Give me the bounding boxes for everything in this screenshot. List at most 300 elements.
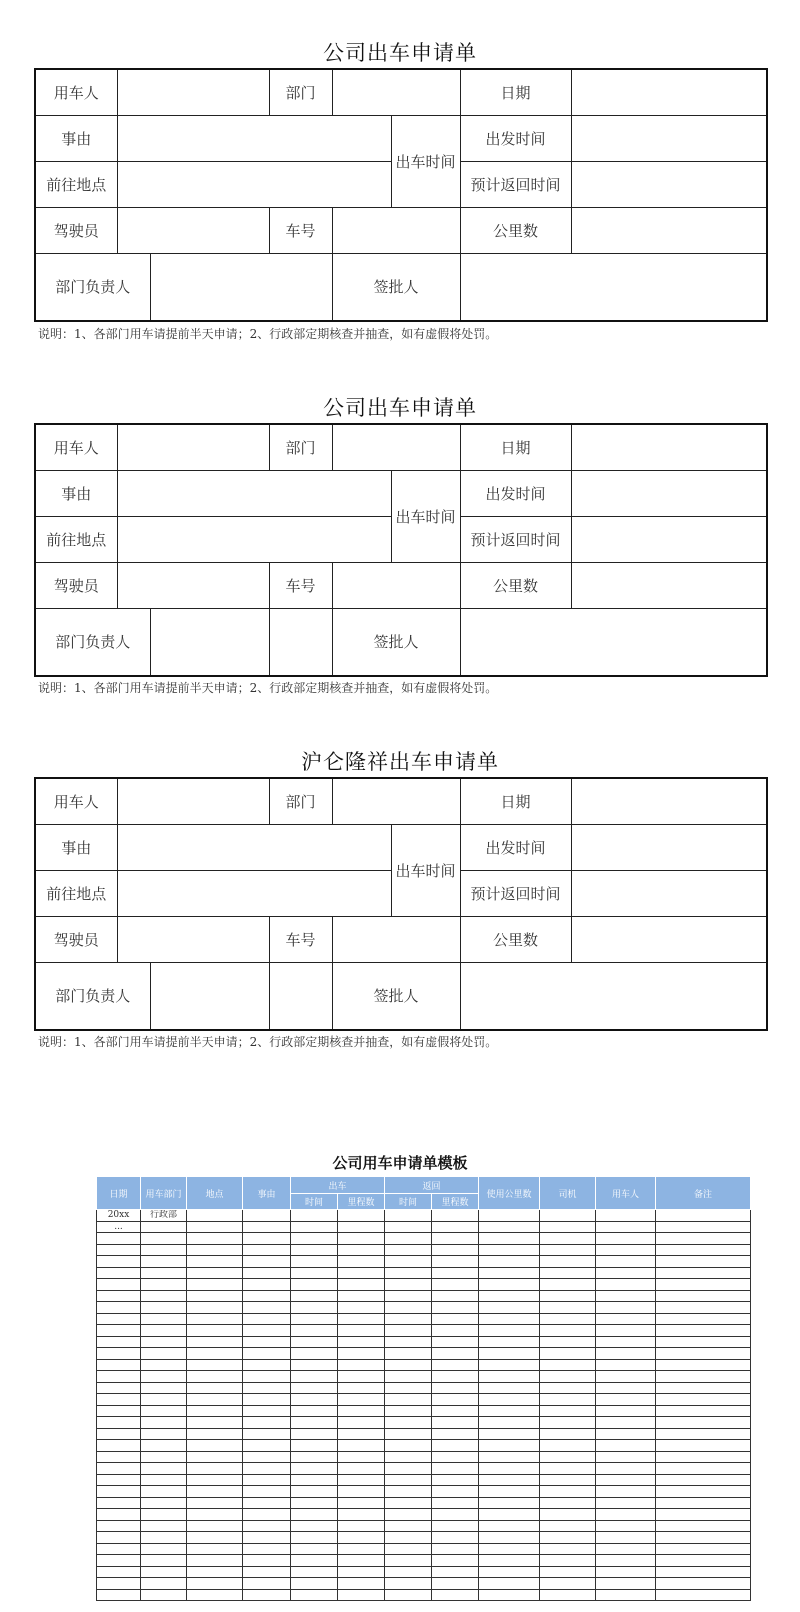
table-cell[interactable]	[243, 1382, 291, 1394]
table-cell[interactable]	[540, 1532, 596, 1544]
table-cell[interactable]	[596, 1509, 656, 1521]
table-cell[interactable]	[432, 1371, 479, 1383]
user-field[interactable]	[117, 69, 269, 115]
table-cell[interactable]	[656, 1313, 751, 1325]
table-cell[interactable]	[291, 1463, 338, 1475]
table-cell[interactable]	[243, 1290, 291, 1302]
table-cell[interactable]	[338, 1497, 385, 1509]
dept-head-extra-field[interactable]	[269, 962, 332, 1030]
table-cell[interactable]	[656, 1279, 751, 1291]
table-cell[interactable]	[291, 1290, 338, 1302]
table-cell[interactable]	[141, 1325, 187, 1337]
table-cell[interactable]	[596, 1555, 656, 1567]
table-cell[interactable]	[187, 1428, 243, 1440]
table-cell[interactable]	[141, 1520, 187, 1532]
table-cell[interactable]	[187, 1325, 243, 1337]
table-cell[interactable]	[596, 1382, 656, 1394]
table-cell[interactable]	[97, 1290, 141, 1302]
table-cell[interactable]	[596, 1474, 656, 1486]
table-cell[interactable]	[97, 1348, 141, 1360]
table-cell[interactable]	[291, 1405, 338, 1417]
table-cell[interactable]	[141, 1302, 187, 1314]
table-cell[interactable]	[187, 1233, 243, 1245]
table-cell[interactable]	[243, 1555, 291, 1567]
table-cell[interactable]	[338, 1382, 385, 1394]
plate-field[interactable]	[332, 207, 460, 253]
table-cell[interactable]	[141, 1267, 187, 1279]
table-cell[interactable]	[291, 1256, 338, 1268]
table-cell[interactable]	[141, 1451, 187, 1463]
table-cell[interactable]	[656, 1440, 751, 1452]
table-cell[interactable]	[385, 1256, 432, 1268]
table-cell[interactable]	[291, 1267, 338, 1279]
table-cell[interactable]	[432, 1210, 479, 1222]
table-cell[interactable]	[338, 1532, 385, 1544]
table-cell[interactable]	[243, 1210, 291, 1222]
table-cell[interactable]	[385, 1417, 432, 1429]
table-cell[interactable]	[291, 1336, 338, 1348]
table-cell[interactable]	[97, 1244, 141, 1256]
table-cell[interactable]	[141, 1428, 187, 1440]
table-cell[interactable]	[656, 1589, 751, 1601]
table-cell[interactable]	[187, 1256, 243, 1268]
table-cell[interactable]	[540, 1371, 596, 1383]
table-cell[interactable]	[291, 1394, 338, 1406]
table-cell[interactable]	[141, 1589, 187, 1601]
table-cell[interactable]	[385, 1532, 432, 1544]
table-cell[interactable]	[596, 1520, 656, 1532]
table-cell[interactable]	[187, 1532, 243, 1544]
table-cell[interactable]	[141, 1440, 187, 1452]
table-cell[interactable]	[97, 1555, 141, 1567]
table-cell[interactable]	[656, 1428, 751, 1440]
table-cell[interactable]	[656, 1566, 751, 1578]
table-cell[interactable]	[187, 1313, 243, 1325]
table-cell[interactable]	[97, 1359, 141, 1371]
table-cell[interactable]	[479, 1578, 540, 1590]
table-cell[interactable]	[141, 1221, 187, 1233]
table-cell[interactable]	[243, 1589, 291, 1601]
table-cell[interactable]	[385, 1440, 432, 1452]
table-cell[interactable]	[656, 1555, 751, 1567]
table-cell[interactable]	[479, 1532, 540, 1544]
table-cell[interactable]	[243, 1221, 291, 1233]
approver-field[interactable]	[460, 962, 767, 1030]
table-cell[interactable]	[479, 1336, 540, 1348]
table-cell[interactable]	[385, 1279, 432, 1291]
table-cell[interactable]	[385, 1210, 432, 1222]
table-cell[interactable]	[141, 1256, 187, 1268]
table-cell[interactable]	[479, 1221, 540, 1233]
table-cell[interactable]	[187, 1463, 243, 1475]
table-cell[interactable]	[141, 1336, 187, 1348]
table-cell[interactable]	[338, 1244, 385, 1256]
driver-field[interactable]	[117, 207, 269, 253]
table-cell[interactable]	[97, 1394, 141, 1406]
table-cell[interactable]	[479, 1313, 540, 1325]
table-cell[interactable]	[243, 1486, 291, 1498]
table-cell[interactable]	[243, 1394, 291, 1406]
dept-field[interactable]	[332, 69, 460, 115]
table-cell[interactable]	[385, 1405, 432, 1417]
table-cell[interactable]	[656, 1244, 751, 1256]
table-cell[interactable]	[187, 1451, 243, 1463]
table-cell[interactable]	[243, 1371, 291, 1383]
table-cell[interactable]	[432, 1451, 479, 1463]
dept-head-field[interactable]	[150, 253, 332, 321]
table-cell[interactable]	[479, 1417, 540, 1429]
table-cell[interactable]	[596, 1359, 656, 1371]
table-cell[interactable]	[141, 1394, 187, 1406]
table-cell[interactable]	[187, 1555, 243, 1567]
table-cell[interactable]	[385, 1520, 432, 1532]
table-cell[interactable]	[656, 1267, 751, 1279]
table-cell[interactable]	[338, 1394, 385, 1406]
table-cell[interactable]	[596, 1279, 656, 1291]
table-cell[interactable]	[432, 1359, 479, 1371]
table-cell[interactable]	[479, 1555, 540, 1567]
table-cell[interactable]	[540, 1382, 596, 1394]
table-cell[interactable]	[432, 1325, 479, 1337]
table-cell[interactable]	[338, 1302, 385, 1314]
table-cell[interactable]	[97, 1371, 141, 1383]
table-cell[interactable]	[291, 1589, 338, 1601]
table-cell[interactable]	[596, 1578, 656, 1590]
table-cell[interactable]	[656, 1497, 751, 1509]
table-cell[interactable]	[596, 1589, 656, 1601]
table-cell[interactable]	[338, 1348, 385, 1360]
table-cell[interactable]	[540, 1474, 596, 1486]
table-cell[interactable]	[540, 1497, 596, 1509]
table-cell[interactable]	[338, 1256, 385, 1268]
dept-head-field[interactable]	[150, 962, 269, 1030]
table-cell[interactable]	[479, 1428, 540, 1440]
table-cell[interactable]	[243, 1256, 291, 1268]
table-cell[interactable]	[187, 1509, 243, 1521]
table-cell[interactable]	[596, 1543, 656, 1555]
table-cell[interactable]	[187, 1520, 243, 1532]
table-cell[interactable]	[97, 1543, 141, 1555]
table-cell[interactable]	[432, 1394, 479, 1406]
table-cell[interactable]	[479, 1589, 540, 1601]
date-field[interactable]	[571, 424, 767, 470]
table-cell[interactable]	[243, 1348, 291, 1360]
table-cell[interactable]	[596, 1566, 656, 1578]
table-cell[interactable]	[291, 1359, 338, 1371]
table-cell[interactable]	[243, 1578, 291, 1590]
table-cell[interactable]	[432, 1497, 479, 1509]
table-cell[interactable]	[338, 1451, 385, 1463]
table-cell[interactable]	[479, 1244, 540, 1256]
table-cell[interactable]	[540, 1555, 596, 1567]
dept-field[interactable]	[332, 778, 460, 824]
table-cell[interactable]	[385, 1290, 432, 1302]
approver-field[interactable]	[460, 253, 767, 321]
table-cell[interactable]	[540, 1221, 596, 1233]
table-cell[interactable]	[141, 1382, 187, 1394]
table-cell[interactable]	[385, 1555, 432, 1567]
table-cell[interactable]	[432, 1313, 479, 1325]
table-cell[interactable]	[291, 1451, 338, 1463]
table-cell[interactable]	[656, 1417, 751, 1429]
table-cell[interactable]	[596, 1336, 656, 1348]
table-cell[interactable]	[432, 1233, 479, 1245]
table-cell[interactable]	[479, 1497, 540, 1509]
table-cell[interactable]	[479, 1451, 540, 1463]
table-cell[interactable]	[291, 1348, 338, 1360]
table-cell[interactable]	[596, 1256, 656, 1268]
table-cell[interactable]	[540, 1486, 596, 1498]
table-cell[interactable]	[291, 1302, 338, 1314]
table-cell[interactable]	[432, 1520, 479, 1532]
table-cell[interactable]	[291, 1279, 338, 1291]
depart-time-field[interactable]	[571, 824, 767, 870]
table-cell[interactable]	[540, 1233, 596, 1245]
table-cell[interactable]	[291, 1210, 338, 1222]
table-cell[interactable]	[338, 1279, 385, 1291]
table-cell[interactable]	[596, 1302, 656, 1314]
table-cell[interactable]	[187, 1589, 243, 1601]
table-cell[interactable]	[97, 1417, 141, 1429]
table-cell[interactable]	[97, 1497, 141, 1509]
table-cell[interactable]	[97, 1451, 141, 1463]
table-cell[interactable]	[385, 1336, 432, 1348]
table-cell[interactable]	[291, 1313, 338, 1325]
table-cell[interactable]	[291, 1371, 338, 1383]
table-cell[interactable]	[656, 1382, 751, 1394]
table-cell[interactable]	[385, 1543, 432, 1555]
table-cell[interactable]	[432, 1417, 479, 1429]
table-cell[interactable]	[338, 1359, 385, 1371]
table-cell[interactable]	[656, 1394, 751, 1406]
table-cell[interactable]	[596, 1210, 656, 1222]
table-cell[interactable]	[338, 1336, 385, 1348]
table-cell[interactable]	[540, 1348, 596, 1360]
table-cell[interactable]	[432, 1532, 479, 1544]
table-cell[interactable]	[338, 1290, 385, 1302]
table-cell[interactable]	[187, 1359, 243, 1371]
table-cell[interactable]	[291, 1382, 338, 1394]
table-cell[interactable]	[97, 1509, 141, 1521]
table-cell[interactable]	[243, 1474, 291, 1486]
table-cell[interactable]	[596, 1221, 656, 1233]
table-cell[interactable]	[432, 1244, 479, 1256]
table-cell[interactable]	[97, 1233, 141, 1245]
table-cell[interactable]	[656, 1371, 751, 1383]
table-cell[interactable]	[291, 1555, 338, 1567]
table-cell[interactable]	[479, 1509, 540, 1521]
table-cell[interactable]	[243, 1325, 291, 1337]
table-cell[interactable]	[479, 1256, 540, 1268]
table-cell[interactable]	[97, 1463, 141, 1475]
dept-field[interactable]	[332, 424, 460, 470]
reason-field[interactable]	[117, 470, 391, 516]
table-cell[interactable]	[291, 1233, 338, 1245]
dept-head-field[interactable]	[150, 608, 269, 676]
table-cell[interactable]	[479, 1233, 540, 1245]
table-cell[interactable]	[596, 1371, 656, 1383]
table-cell[interactable]	[97, 1325, 141, 1337]
table-cell[interactable]	[432, 1463, 479, 1475]
table-cell[interactable]	[479, 1566, 540, 1578]
table-cell[interactable]	[596, 1428, 656, 1440]
table-cell[interactable]	[97, 1578, 141, 1590]
table-cell[interactable]	[596, 1440, 656, 1452]
destination-field[interactable]	[117, 870, 391, 916]
table-cell[interactable]	[596, 1405, 656, 1417]
table-cell[interactable]	[291, 1325, 338, 1337]
table-cell[interactable]	[385, 1302, 432, 1314]
table-cell[interactable]	[479, 1486, 540, 1498]
table-cell[interactable]	[656, 1256, 751, 1268]
table-cell[interactable]	[187, 1290, 243, 1302]
table-cell[interactable]	[338, 1566, 385, 1578]
table-cell[interactable]	[243, 1244, 291, 1256]
table-cell[interactable]	[385, 1371, 432, 1383]
table-cell[interactable]	[187, 1382, 243, 1394]
table-cell[interactable]	[338, 1440, 385, 1452]
depart-time-field[interactable]	[571, 115, 767, 161]
table-cell[interactable]	[338, 1210, 385, 1222]
table-cell[interactable]	[187, 1566, 243, 1578]
table-cell[interactable]	[479, 1520, 540, 1532]
return-time-field[interactable]	[571, 516, 767, 562]
table-cell[interactable]	[479, 1210, 540, 1222]
table-cell[interactable]	[540, 1589, 596, 1601]
table-cell[interactable]	[338, 1555, 385, 1567]
table-cell[interactable]	[596, 1394, 656, 1406]
table-cell[interactable]	[656, 1451, 751, 1463]
table-cell[interactable]	[338, 1543, 385, 1555]
table-cell[interactable]	[338, 1578, 385, 1590]
table-cell[interactable]	[243, 1440, 291, 1452]
user-field[interactable]	[117, 424, 269, 470]
table-cell[interactable]	[385, 1267, 432, 1279]
table-cell[interactable]	[291, 1532, 338, 1544]
table-cell[interactable]	[97, 1256, 141, 1268]
return-time-field[interactable]	[571, 161, 767, 207]
table-cell[interactable]	[291, 1566, 338, 1578]
table-cell[interactable]	[97, 1405, 141, 1417]
table-cell[interactable]	[97, 1302, 141, 1314]
table-cell[interactable]	[97, 1313, 141, 1325]
table-cell[interactable]	[479, 1440, 540, 1452]
table-cell[interactable]	[656, 1302, 751, 1314]
table-cell[interactable]	[656, 1290, 751, 1302]
table-cell[interactable]	[243, 1233, 291, 1245]
table-cell[interactable]	[141, 1348, 187, 1360]
table-cell[interactable]	[540, 1394, 596, 1406]
table-cell[interactable]	[596, 1417, 656, 1429]
table-cell[interactable]	[243, 1463, 291, 1475]
driver-field[interactable]	[117, 562, 269, 608]
destination-field[interactable]	[117, 161, 391, 207]
table-cell[interactable]	[540, 1451, 596, 1463]
table-cell[interactable]	[141, 1543, 187, 1555]
table-cell[interactable]	[479, 1463, 540, 1475]
table-cell[interactable]	[291, 1428, 338, 1440]
table-cell[interactable]	[385, 1509, 432, 1521]
table-cell[interactable]	[385, 1578, 432, 1590]
table-cell[interactable]	[243, 1428, 291, 1440]
table-cell[interactable]	[432, 1486, 479, 1498]
table-cell[interactable]: ...	[97, 1221, 141, 1233]
table-cell[interactable]	[243, 1336, 291, 1348]
table-cell[interactable]	[596, 1244, 656, 1256]
table-cell[interactable]	[432, 1589, 479, 1601]
table-cell[interactable]	[596, 1497, 656, 1509]
table-cell[interactable]	[596, 1532, 656, 1544]
table-cell[interactable]	[291, 1440, 338, 1452]
table-cell[interactable]	[338, 1405, 385, 1417]
table-cell[interactable]	[338, 1428, 385, 1440]
table-cell[interactable]	[141, 1509, 187, 1521]
table-cell[interactable]	[656, 1509, 751, 1521]
table-cell[interactable]	[338, 1313, 385, 1325]
table-cell[interactable]	[540, 1210, 596, 1222]
table-cell[interactable]	[187, 1348, 243, 1360]
table-cell[interactable]	[656, 1532, 751, 1544]
table-cell[interactable]	[656, 1348, 751, 1360]
table-cell[interactable]	[479, 1543, 540, 1555]
table-cell[interactable]: 20xx	[97, 1210, 141, 1222]
table-cell[interactable]	[432, 1382, 479, 1394]
table-cell[interactable]	[596, 1313, 656, 1325]
table-cell[interactable]	[291, 1486, 338, 1498]
table-cell[interactable]	[596, 1325, 656, 1337]
table-cell[interactable]	[432, 1279, 479, 1291]
dept-head-extra-field[interactable]	[269, 608, 332, 676]
table-cell[interactable]	[656, 1463, 751, 1475]
table-cell[interactable]	[141, 1486, 187, 1498]
table-cell[interactable]	[540, 1566, 596, 1578]
destination-field[interactable]	[117, 516, 391, 562]
table-cell[interactable]	[432, 1405, 479, 1417]
table-cell[interactable]	[540, 1244, 596, 1256]
table-cell[interactable]	[141, 1279, 187, 1291]
table-cell[interactable]	[338, 1325, 385, 1337]
table-cell[interactable]	[243, 1267, 291, 1279]
table-cell[interactable]	[540, 1520, 596, 1532]
table-cell[interactable]	[243, 1279, 291, 1291]
table-cell[interactable]	[97, 1589, 141, 1601]
table-cell[interactable]	[540, 1313, 596, 1325]
table-cell[interactable]	[540, 1578, 596, 1590]
table-cell[interactable]	[432, 1256, 479, 1268]
table-cell[interactable]	[596, 1463, 656, 1475]
table-cell[interactable]	[141, 1405, 187, 1417]
table-cell[interactable]	[596, 1267, 656, 1279]
reason-field[interactable]	[117, 824, 391, 870]
table-cell[interactable]	[432, 1267, 479, 1279]
table-cell[interactable]	[243, 1497, 291, 1509]
table-cell[interactable]	[187, 1302, 243, 1314]
plate-field[interactable]	[332, 916, 460, 962]
return-time-field[interactable]	[571, 870, 767, 916]
table-cell[interactable]	[243, 1417, 291, 1429]
table-cell[interactable]	[187, 1497, 243, 1509]
table-cell[interactable]	[243, 1520, 291, 1532]
table-cell[interactable]	[479, 1394, 540, 1406]
table-cell[interactable]	[385, 1474, 432, 1486]
table-cell[interactable]	[243, 1313, 291, 1325]
table-cell[interactable]	[141, 1532, 187, 1544]
date-field[interactable]	[571, 778, 767, 824]
table-cell[interactable]	[338, 1589, 385, 1601]
driver-field[interactable]	[117, 916, 269, 962]
table-cell[interactable]	[656, 1221, 751, 1233]
mileage-field[interactable]	[571, 207, 767, 253]
